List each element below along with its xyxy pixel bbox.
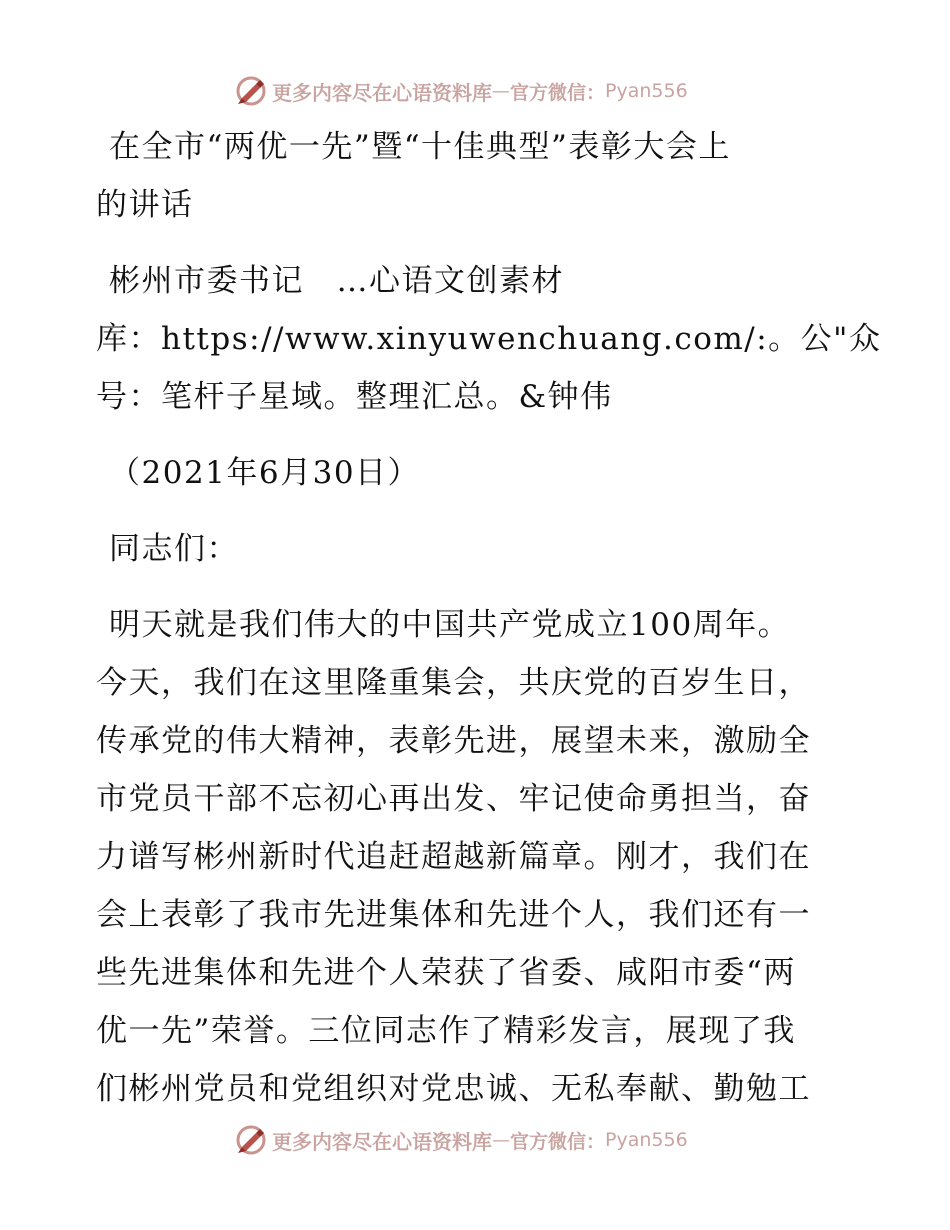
author-line-3: 号：笔杆子星域。整理汇总。&钟伟: [96, 379, 613, 415]
author-line-1: 彬州市委书记 …心语文创素材: [109, 263, 564, 299]
watermark-main-text: 更多内容尽在心语资料库: [272, 80, 492, 105]
paragraph-line: 们彬州党员和党组织对党忠诚、无私奉献、勤勉工: [96, 1071, 811, 1107]
watermark-header: [234, 73, 688, 109]
pen-logo-icon: [234, 74, 268, 108]
title-line-1: 在全市“两优一先”暨“十佳典型”表彰大会上: [109, 129, 731, 165]
speech-date: （2021年6月30日）: [109, 455, 421, 491]
paragraph-line: 今天，我们在这里隆重集会，共庆党的百岁生日，: [96, 665, 811, 701]
watermark-wechat-id: Pyan556: [605, 1129, 688, 1151]
title-line-2: 的讲话: [96, 187, 194, 223]
salutation: 同志们：: [109, 531, 239, 567]
watermark-main-text: 更多内容尽在心语资料库: [272, 1129, 492, 1154]
author-line-2: 库：https://www.xinyuwenchuang.com/:。公"众: [96, 321, 882, 357]
watermark-wechat-label: 官方微信：: [510, 1130, 606, 1153]
paragraph-line: 传承党的伟大精神，表彰先进，展望未来，激励全: [96, 723, 811, 759]
paragraph-line: 优一先”荣誉。三位同志作了精彩发言，展现了我: [96, 1013, 796, 1049]
paragraph-line: 明天就是我们伟大的中国共产党成立100周年。: [109, 607, 791, 643]
document-body: [96, 118, 882, 1118]
watermark-separator: —: [492, 1129, 510, 1151]
paragraph-line: 会上表彰了我市先进集体和先进个人，我们还有一: [96, 897, 811, 933]
paragraph-line: 些先进集体和先进个人荣获了省委、咸阳市委“两: [96, 955, 796, 991]
watermark-wechat-id: Pyan556: [605, 80, 688, 102]
watermark-wechat-label: 官方微信：: [510, 81, 606, 104]
paragraph-line: 力谱写彬州新时代追赶超越新篇章。刚才，我们在: [96, 839, 811, 875]
watermark-footer: [234, 1122, 688, 1158]
watermark-separator: —: [492, 80, 510, 102]
paragraph: [96, 596, 856, 1118]
paragraph-line: 市党员干部不忘初心再出发、牢记使命勇担当，奋: [96, 781, 811, 817]
pen-logo-icon: [234, 1123, 268, 1157]
